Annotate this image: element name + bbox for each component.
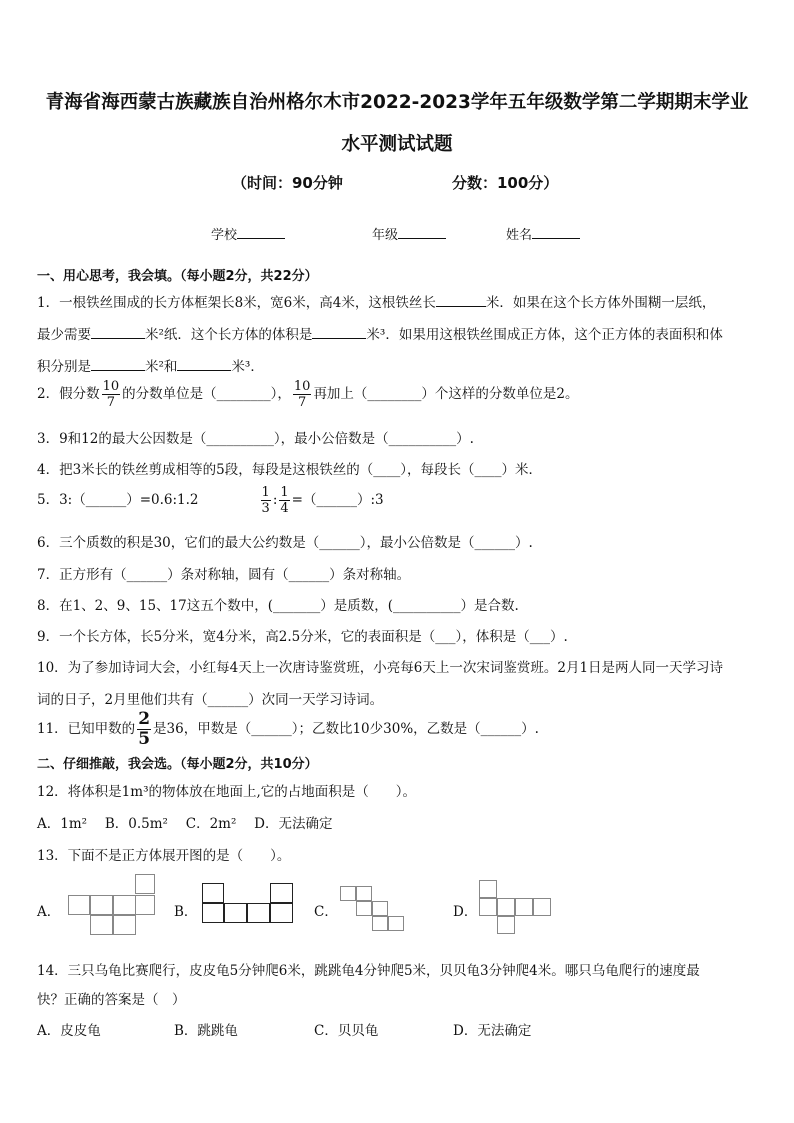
- net-d-square: [533, 898, 551, 916]
- q9: 9．一个长方体，长5分米，宽4分米，高2.5分米，它的表面积是（___），体积是（___）.: [37, 629, 568, 645]
- q14-line-2: 快？正确的答案是（ ）: [37, 992, 186, 1008]
- q5-fraction-2: $\frac{1}{4}$: [280, 485, 289, 516]
- net-d-square: [479, 898, 497, 916]
- school-field: [211, 224, 285, 243]
- grade-label: 年级: [372, 228, 399, 243]
- q13-stem: 13．下面不是正方体展开图的是（ ）。: [37, 848, 291, 864]
- title-line-2: 水平测试试题: [341, 134, 453, 155]
- q1-line-3: [37, 355, 264, 375]
- q14-option-b-wrap: [174, 1019, 238, 1039]
- name-label: 姓名: [506, 228, 533, 243]
- net-b-square: [224, 903, 247, 923]
- grade-field: [372, 224, 446, 243]
- q1-text-b: 米．如果在这个长方体外围糊一层纸，: [485, 295, 716, 311]
- q14-option-d-wrap: [453, 1019, 531, 1039]
- q14-options: [37, 1019, 101, 1039]
- q13-option-a: A．: [37, 904, 61, 920]
- q8: 8．在1、2、9、15、17这五个数中，(_______）是质数，(__________）是合数.: [37, 598, 519, 614]
- q10-line-1: 10．为了参加诗词大会，小红每4天上一次唐诗鉴赏班，小亮每6天上一次宋词鉴赏班。2月1日是两人同一天学习诗: [37, 660, 724, 676]
- section-1-heading: 一、用心思考，我会填。（每小题2分，共22分）: [37, 269, 318, 284]
- q12-stem: 12．将体积是1m³的物体放在地面上,它的占地面积是（ ）。: [37, 784, 417, 800]
- q12-options: A．1m² B．0.5m² C．2m² D．无法确定: [37, 816, 333, 832]
- q10-line-2: 词的日子，2月里他们共有（______）次同一天学习诗词。: [37, 692, 384, 708]
- q1-text-c: 最少需要: [37, 327, 91, 343]
- q11-text-a: 11．已知甲数的: [37, 721, 136, 737]
- q1-line-2: [37, 323, 723, 343]
- net-c-square: [388, 916, 404, 931]
- q1-text-e: 米³．如果用这根铁丝围成正方体，这个正方体的表面积和体: [366, 327, 723, 343]
- section-2-heading: 二、仔细推敲，我会选。（每小题2分，共10分）: [37, 757, 318, 772]
- q13-option-c: C．: [314, 904, 338, 920]
- net-c-square: [356, 886, 372, 901]
- q7: 7．正方形有（______）条对称轴，圆有（______）条对称轴。: [37, 567, 411, 583]
- net-a-square: [113, 895, 136, 915]
- q6: 6．三个质数的积是30，它们的最大公约数是（______），最小公倍数是（______）.: [37, 535, 533, 551]
- q1-line-1: [37, 291, 715, 311]
- school-label: 学校: [211, 228, 238, 243]
- net-a-square: [68, 895, 90, 915]
- q2-text-a: 2．假分数: [37, 386, 100, 402]
- exam-score: 分数：100分）: [452, 174, 559, 192]
- net-a-square: [90, 915, 113, 935]
- net-b-square: [202, 883, 224, 903]
- net-b-square: [202, 903, 224, 923]
- q14-option-a: A．皮皮龟: [37, 1023, 101, 1039]
- q14-option-c-wrap: [314, 1019, 378, 1039]
- q3: 3．9和12的最大公因数是（__________），最小公倍数是（__________）.: [37, 431, 474, 447]
- q14-option-d: D．无法确定: [453, 1023, 532, 1039]
- q11-fraction: $\frac{2}{5}$: [138, 709, 151, 749]
- net-d-square: [515, 898, 533, 916]
- net-d-square: [479, 880, 497, 898]
- q5-text-a: 5．3:（______）=0.6:1.2: [37, 492, 199, 508]
- name-field: [506, 224, 580, 243]
- q2: [37, 380, 579, 409]
- q5-text-b: =（______）:3: [291, 492, 384, 508]
- q14-option-b: B．跳跳龟: [174, 1023, 238, 1039]
- q1-text-f: 积分别是: [37, 359, 91, 375]
- q4: 4．把3米长的铁丝剪成相等的5段，每段是这根铁丝的（____），每段长（____）米．: [37, 462, 543, 478]
- q11-text-b: 是36，甲数是（______）；乙数比10少30%，乙数是（______）.: [153, 721, 539, 737]
- net-b-square: [247, 903, 270, 923]
- q13-option-d: D．: [453, 904, 478, 920]
- q2-text-b: 的分数单位是（________），: [122, 386, 291, 402]
- net-a-square: [135, 874, 155, 894]
- net-a-square: [135, 895, 155, 915]
- q1-text-g: 米²和: [145, 359, 178, 375]
- q1-text-h: 米³．: [231, 359, 264, 375]
- net-c-square: [372, 901, 388, 916]
- net-d-square: [497, 916, 515, 934]
- q2-fraction-1: $\frac{10}{7}$: [102, 379, 120, 410]
- q13-option-b: B．: [174, 904, 198, 920]
- net-d-square: [497, 898, 515, 916]
- net-c-square: [356, 901, 372, 916]
- exam-time: （时间：90分钟: [232, 174, 343, 192]
- q14-line-1: 14．三只乌龟比赛爬行，皮皮龟5分钟爬6米，跳跳龟4分钟爬5米，贝贝龟3分钟爬4米。哪只乌龟爬行的速度最: [37, 963, 700, 979]
- q11: [37, 711, 539, 748]
- net-c-square: [340, 886, 356, 901]
- title-line-1: 青海省海西蒙古族藏族自治州格尔木市2022-2023学年五年级数学第二学期期末学业: [45, 92, 749, 113]
- q2-text-c: 再加上（________）个这样的分数单位是2。: [313, 386, 579, 402]
- q1-text-a: 1．一根铁丝围成的长方体框架长8米，宽6米，高4米，这根铁丝长: [37, 295, 436, 311]
- net-a-square: [90, 895, 113, 915]
- net-b-square: [270, 903, 293, 923]
- net-c-square: [372, 916, 388, 931]
- net-b-square: [270, 883, 293, 903]
- q14-option-c: C．贝贝龟: [314, 1023, 379, 1039]
- q5: 5．3:（______）=0.6:1.2 $\frac{1}{3}$ : $\frac{1}{4}$ =（______）:3: [37, 485, 384, 516]
- net-a-square: [113, 915, 136, 935]
- q5-fraction-1: $\frac{1}{3}$: [261, 485, 270, 516]
- q2-fraction-2: $\frac{10}{7}$: [293, 379, 311, 410]
- q1-text-d: 米²纸．这个长方体的体积是: [145, 327, 313, 343]
